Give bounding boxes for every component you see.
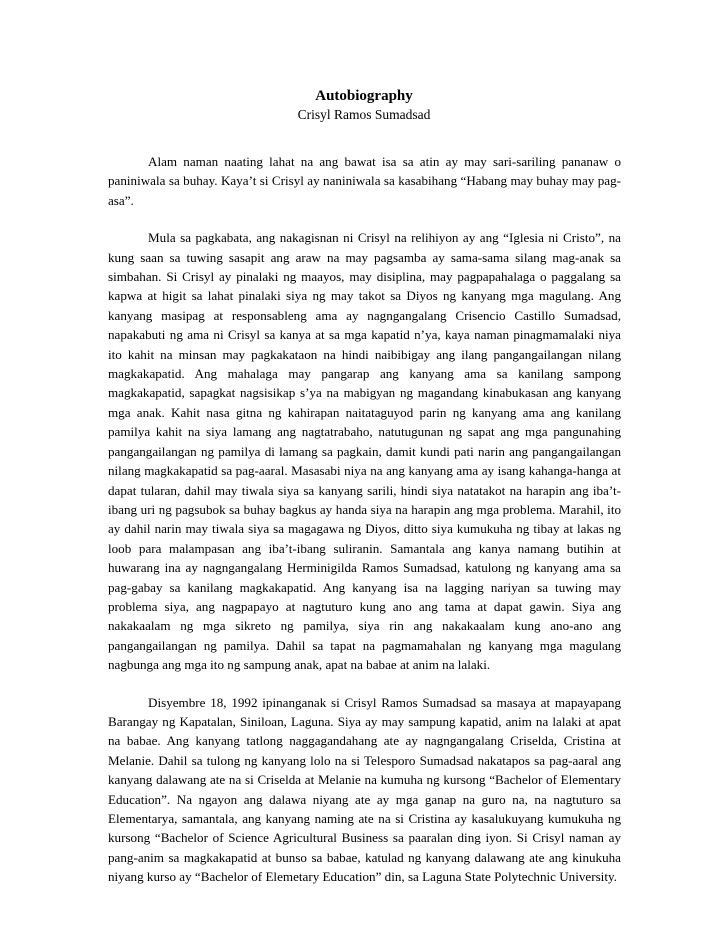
paragraph-3: Disyembre 18, 1992 ipinanganak si Crisyl Ramos Sumadsad sa masaya at mapayapang Barangay ng Kapatalan, Siniloan, Laguna. Siya ay may sampung kapatid, anim na lalaki at apat na babae. Ang kanyang tatlong naggagandahang ate ay nagngangalang Criselda, Cristina at Melanie. Dahil sa tulong ng kanyang lolo na si Telesporo Sumadsad nakatapos sa pag-aaral ang kanyang dalawang ate na si Criselda at Melanie na kumuha ng kursong “Bachelor of Elementary Education”. Na ngayon ang dalawa niyang ate ay mga ganap na guro na, na nagtuturo sa Elementarya, samantala, ang kanyang naming ate na si Cristina ay kasalukuyang kumukuha ng kursong “Bachelor of Science Agricultural Business sa paaralan ding iyon. Si Crisyl naman ay pang-anim sa magkakapatid at bunso sa babae, katulad ng kanyang dalawang ate ang kinukuha niyang kurso ay “Bachelor of Elemetary Education” din, sa Laguna State Polytechnic University. [108,694,621,885]
document-body [108,152,621,905]
paragraph-2: Mula sa pagkabata, ang nakagisnan ni Crisyl na relihiyon ay ang “Iglesia ni Cristo”, na kung saan sa tuwing sasapit ang araw na may pagsamba ay sama-sama silang mag-anak sa simbahan. Si Crisyl ay pinalaki ng maayos, may disiplina, may pagpapahalaga o paggalang sa kapwa at higit sa lahat pinalaki siya ng may takot sa Diyos ng kanyang mga magulang. Ang kanyang masipag at responsableng ama ay nagngangalang Crisencio Castillo Sumadsad, napakabuti ng ama ni Crisyl sa kanya at sa mga kapatid n’ya, kaya naman pinagmamalaki niya ito kahit na minsan may pagkakataon na hindi naibibigay ang ilang pangangailangan nilang magkakapatid. Ang mahalaga may pangarap ang kanyang ama sa kanilang sampong magkakapatid, sapagkat nagsisikap s’ya na mabigyan ng magandang kinabukasan ang kanyang mga anak. Kahit nasa gitna ng kahirapan naitataguyod parin ng kanyang ama ang kanilang pamilya kahit na siya lamang ang nagtatrabaho, natutugunan ng sapat ang mga pangunahing pangangailangan ng pamilya di lamang sa pagkain, damit kundi pati narin ang pangangailangan nilang magkakapatid sa pag-aaral. Masasabi niya na ang kanyang ama ay isang kahanga-hanga at dapat tularan, dahil may tiwala siya sa kanyang sarili, hindi siya natatakot na harapin ang iba’t-ibang uri ng pagsubok sa buhay bagkus ay handa siya na harapin ang mga problema. Marahil, ito ay dahil narin may tiwala siya sa magagawa ng Diyos, ditto siya kumukuha ng tibay at lakas ng loob para malampasan ang iba’t-ibang suliranin. Samantala ang kanya namang butihin at huwarang ina ay nagngangalang Herminigilda Ramos Sumadsad, katulong ng kanyang ama sa pag-gabay sa kanilang magkakapatid. Ang kanyang isa na lagging nariyan sa tuwing may problema siya, ang nagpapayo at nagtuturo kung ano ang tama at dapat gawin. Siya ang nakakaalam ng mga sikreto ng pamilya, siya rin ang nakakaalam kung ano-ano ang pangangailangan ng pamilya. Dahil sa tapat na pagmamahalan ng kanyang mga magulang nagbunga ang mga ito ng sampung anak, apat na babae at anim na lalaki. [108,230,621,673]
document-author: Crisyl Ramos Sumadsad [297,107,431,122]
document-title: Autobiography [315,88,413,104]
paragraph-1: Alam naman naating lahat na ang bawat isa sa atin ay may sari-sariling pananaw o paniniwala sa buhay. Kaya’t si Crisyl ay naniniwala sa kasabihang “Habang may buhay may pag-asa”. [108,154,621,208]
